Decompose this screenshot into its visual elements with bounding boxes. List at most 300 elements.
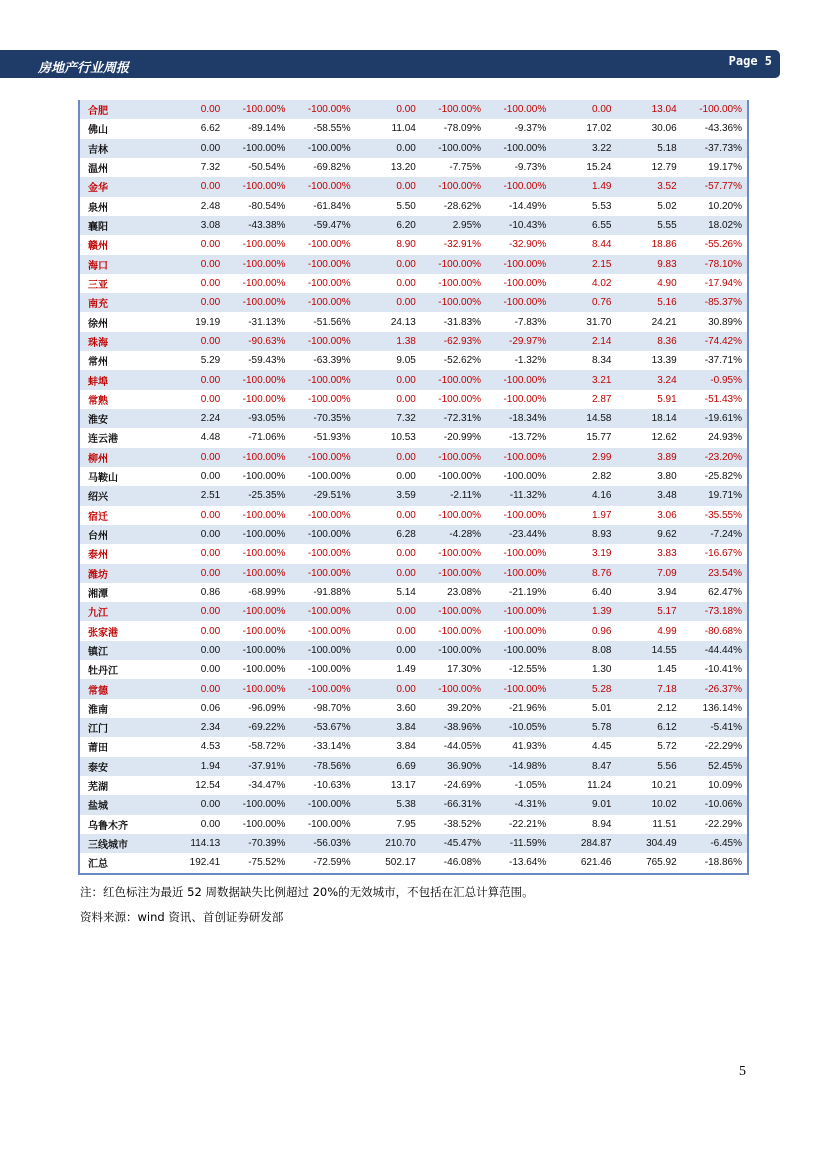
- value-cell: 8.36: [616, 332, 681, 351]
- table-row: [80, 409, 747, 428]
- page-label: Page 5: [728, 54, 772, 68]
- value-cell: -4.28%: [421, 525, 486, 544]
- value-cell: 12.62: [651, 432, 677, 444]
- value-cell: -100.00%: [438, 393, 482, 405]
- value-cell: -98.70%: [313, 702, 351, 714]
- value-cell: 3.59: [356, 486, 421, 505]
- table-row: [80, 525, 747, 544]
- value-cell: 41.93%: [512, 741, 547, 753]
- value-cell: 3.80: [657, 471, 677, 483]
- value-cell: -100.00%: [242, 277, 286, 289]
- value-cell: 0.00: [396, 509, 416, 521]
- value-cell: -22.29%: [704, 818, 742, 830]
- value-cell: -13.72%: [509, 432, 547, 444]
- value-cell: -4.31%: [486, 795, 551, 814]
- table-row: [80, 776, 747, 795]
- value-cell: -2.11%: [421, 486, 486, 505]
- value-cell: -100.00%: [486, 293, 551, 312]
- page-number: 5: [739, 1064, 746, 1079]
- value-cell: -100.00%: [225, 177, 290, 196]
- value-cell: 5.78: [551, 718, 616, 737]
- header-bar: [0, 50, 780, 78]
- value-cell: -55.26%: [704, 239, 742, 251]
- value-cell: -58.55%: [313, 123, 351, 135]
- value-cell: 6.40: [591, 586, 612, 598]
- value-cell: 5.14: [396, 586, 416, 598]
- value-cell: -100.00%: [421, 139, 486, 158]
- value-cell: -100.00%: [421, 293, 486, 312]
- city-name-cell: 柳州: [80, 448, 160, 467]
- value-cell: -74.42%: [682, 332, 747, 351]
- value-cell: -100.00%: [307, 471, 351, 483]
- city-name-cell: 宿迁: [88, 511, 108, 523]
- city-name-cell: 珠海: [80, 332, 160, 351]
- value-cell: 6.55: [551, 216, 616, 235]
- city-name-cell: 汇总: [88, 859, 108, 871]
- value-cell: -19.61%: [682, 409, 747, 428]
- value-cell: -100.00%: [225, 795, 290, 814]
- value-cell: -100.00%: [438, 471, 482, 483]
- value-cell: 5.17: [616, 602, 681, 621]
- value-cell: 4.53: [200, 741, 221, 753]
- table-row: [80, 312, 747, 331]
- value-cell: -68.99%: [248, 586, 286, 598]
- value-cell: 0.00: [160, 370, 225, 389]
- city-name-cell: 三亚: [88, 279, 108, 291]
- value-cell: -51.93%: [313, 432, 351, 444]
- table-row: [80, 506, 747, 525]
- table-row: [80, 139, 747, 158]
- value-cell: 7.18: [616, 679, 681, 698]
- value-cell: 0.00: [160, 525, 225, 544]
- value-cell: -44.44%: [682, 641, 747, 660]
- value-cell: -100.00%: [421, 602, 486, 621]
- value-cell: -10.41%: [704, 664, 742, 676]
- value-cell: -21.96%: [509, 702, 547, 714]
- value-cell: -63.39%: [313, 355, 351, 367]
- table-row: [80, 255, 747, 274]
- table-row: [80, 679, 747, 698]
- table-row: [80, 448, 747, 467]
- value-cell: -80.54%: [248, 200, 286, 212]
- value-cell: -12.55%: [509, 664, 547, 676]
- value-cell: -100.00%: [290, 641, 355, 660]
- table-row: [80, 621, 747, 640]
- value-cell: 0.00: [160, 679, 225, 698]
- value-cell: 17.02: [586, 123, 612, 135]
- value-cell: -100.00%: [290, 332, 355, 351]
- value-cell: 6.28: [356, 525, 421, 544]
- table-row: [80, 718, 747, 737]
- value-cell: -38.96%: [421, 718, 486, 737]
- value-cell: 8.08: [551, 641, 616, 660]
- value-cell: -25.82%: [704, 471, 742, 483]
- value-cell: 0.00: [356, 100, 421, 119]
- value-cell: -93.05%: [225, 409, 290, 428]
- table-row: [80, 660, 747, 679]
- value-cell: -31.13%: [248, 316, 286, 328]
- table-row: [80, 158, 747, 177]
- value-cell: 5.01: [591, 702, 612, 714]
- value-cell: 4.99: [657, 625, 677, 637]
- value-cell: 0.00: [160, 448, 225, 467]
- city-name-cell: 泰安: [80, 757, 160, 776]
- value-cell: -100.00%: [486, 255, 551, 274]
- value-cell: 5.50: [396, 200, 416, 212]
- value-cell: -80.68%: [704, 625, 742, 637]
- value-cell: -100.00%: [242, 818, 286, 830]
- value-cell: 19.71%: [682, 486, 747, 505]
- value-cell: -72.31%: [421, 409, 486, 428]
- value-cell: -33.14%: [313, 741, 351, 753]
- value-cell: -44.05%: [443, 741, 482, 753]
- value-cell: -57.77%: [682, 177, 747, 196]
- value-cell: -29.51%: [290, 486, 355, 505]
- data-source: 资料来源：wind 资讯、首创证券研发部: [80, 910, 284, 924]
- value-cell: -13.64%: [509, 857, 547, 869]
- value-cell: -69.22%: [225, 718, 290, 737]
- value-cell: 2.87: [591, 393, 612, 405]
- value-cell: 6.69: [356, 757, 421, 776]
- value-cell: 6.20: [356, 216, 421, 235]
- table-row: [80, 795, 747, 814]
- value-cell: -100.00%: [486, 679, 551, 698]
- value-cell: -69.82%: [313, 162, 351, 174]
- value-cell: -28.62%: [443, 200, 482, 212]
- value-cell: -62.93%: [421, 332, 486, 351]
- value-cell: 5.29: [200, 355, 221, 367]
- value-cell: 5.02: [657, 200, 677, 212]
- value-cell: 18.86: [651, 239, 677, 251]
- value-cell: -100.00%: [421, 177, 486, 196]
- value-cell: 8.76: [551, 564, 616, 583]
- value-cell: 14.58: [551, 409, 616, 428]
- value-cell: -78.10%: [682, 255, 747, 274]
- value-cell: 0.00: [200, 471, 221, 483]
- city-name-cell: 常德: [80, 679, 160, 698]
- value-cell: 0.00: [396, 548, 416, 560]
- value-cell: 8.47: [551, 757, 616, 776]
- city-name-cell: 蚌埠: [80, 370, 160, 389]
- city-name-cell: 常州: [88, 357, 108, 369]
- value-cell: -45.47%: [421, 834, 486, 853]
- value-cell: 0.00: [160, 100, 225, 119]
- value-cell: -90.63%: [225, 332, 290, 351]
- value-cell: -100.00%: [225, 679, 290, 698]
- value-cell: -66.31%: [421, 795, 486, 814]
- value-cell: 6.62: [200, 123, 221, 135]
- value-cell: -10.63%: [313, 780, 351, 792]
- value-cell: -26.37%: [682, 679, 747, 698]
- value-cell: -100.00%: [242, 393, 286, 405]
- table-note: 注：红色标注为最近 52 周数据缺失比例超过 20%的无效城市，不包括在汇总计算范围。: [80, 885, 534, 899]
- city-name-cell: 泰州: [88, 550, 108, 562]
- value-cell: -75.52%: [248, 857, 286, 869]
- value-cell: 0.96: [591, 625, 612, 637]
- value-cell: -100.00%: [307, 625, 351, 637]
- value-cell: -7.24%: [682, 525, 747, 544]
- value-cell: 0.00: [160, 332, 225, 351]
- value-cell: -72.59%: [313, 857, 351, 869]
- table-row: [80, 197, 747, 216]
- value-cell: 0.00: [356, 448, 421, 467]
- value-cell: 192.41: [189, 857, 221, 869]
- value-cell: 11.24: [587, 780, 612, 792]
- value-cell: -22.21%: [509, 818, 547, 830]
- table-row: [80, 757, 747, 776]
- table-body: [80, 100, 747, 873]
- value-cell: -100.00%: [290, 255, 355, 274]
- table-row: [80, 332, 747, 351]
- value-cell: 0.00: [356, 177, 421, 196]
- value-cell: -100.00%: [307, 818, 351, 830]
- value-cell: -100.00%: [503, 625, 547, 637]
- value-cell: 3.08: [160, 216, 225, 235]
- table-row: [80, 544, 747, 563]
- value-cell: -100.00%: [290, 293, 355, 312]
- value-cell: 1.39: [551, 602, 616, 621]
- value-cell: 0.00: [160, 564, 225, 583]
- city-name-cell: 九江: [80, 602, 160, 621]
- value-cell: 8.44: [591, 239, 612, 251]
- value-cell: -25.35%: [225, 486, 290, 505]
- value-cell: -9.73%: [514, 162, 547, 174]
- table-row: [80, 390, 747, 409]
- value-cell: 13.04: [616, 100, 681, 119]
- value-cell: -73.18%: [682, 602, 747, 621]
- city-sales-table: [80, 100, 747, 873]
- value-cell: 4.48: [200, 432, 221, 444]
- value-cell: 19.19: [195, 316, 221, 328]
- value-cell: -37.91%: [225, 757, 290, 776]
- value-cell: -56.03%: [290, 834, 355, 853]
- table-row: [80, 177, 747, 196]
- value-cell: -71.06%: [248, 432, 286, 444]
- value-cell: 0.00: [160, 641, 225, 660]
- value-cell: -100.00%: [290, 177, 355, 196]
- value-cell: -100.00%: [242, 548, 286, 560]
- city-name-cell: 马鞍山: [88, 473, 118, 485]
- value-cell: -29.97%: [486, 332, 551, 351]
- value-cell: 2.48: [200, 200, 221, 212]
- value-cell: 12.54: [195, 780, 221, 792]
- value-cell: -100.00%: [290, 525, 355, 544]
- value-cell: -100.00%: [242, 239, 286, 251]
- value-cell: 0.00: [160, 795, 225, 814]
- value-cell: -100.00%: [225, 564, 290, 583]
- value-cell: -23.20%: [682, 448, 747, 467]
- value-cell: 3.24: [616, 370, 681, 389]
- value-cell: 62.47%: [708, 586, 742, 598]
- value-cell: -100.00%: [290, 448, 355, 467]
- table-row: [80, 293, 747, 312]
- report-title: 房地产行业周报: [38, 61, 130, 76]
- value-cell: 14.55: [616, 641, 681, 660]
- value-cell: 1.94: [160, 757, 225, 776]
- value-cell: 18.14: [616, 409, 681, 428]
- value-cell: 23.54%: [682, 564, 747, 583]
- value-cell: -51.56%: [313, 316, 351, 328]
- value-cell: 304.49: [616, 834, 681, 853]
- value-cell: 3.19: [591, 548, 612, 560]
- value-cell: 3.52: [616, 177, 681, 196]
- value-cell: -22.29%: [704, 741, 742, 753]
- value-cell: -50.54%: [248, 162, 286, 174]
- value-cell: -58.72%: [248, 741, 286, 753]
- value-cell: 10.02: [616, 795, 681, 814]
- value-cell: 0.00: [356, 293, 421, 312]
- value-cell: 13.39: [651, 355, 677, 367]
- value-cell: 2.34: [160, 718, 225, 737]
- value-cell: 0.00: [160, 255, 225, 274]
- value-cell: 3.94: [657, 586, 677, 598]
- value-cell: 7.32: [356, 409, 421, 428]
- value-cell: 3.84: [396, 741, 416, 753]
- value-cell: -18.34%: [486, 409, 551, 428]
- value-cell: 30.06: [651, 123, 677, 135]
- value-cell: 9.05: [396, 355, 416, 367]
- value-cell: 0.00: [200, 548, 221, 560]
- value-cell: -20.99%: [443, 432, 482, 444]
- value-cell: -100.00%: [225, 370, 290, 389]
- value-cell: 5.72: [657, 741, 677, 753]
- value-cell: 3.21: [551, 370, 616, 389]
- value-cell: -100.00%: [290, 100, 355, 119]
- value-cell: -59.47%: [290, 216, 355, 235]
- value-cell: 1.49: [551, 177, 616, 196]
- value-cell: -100.00%: [438, 277, 482, 289]
- table-row: [80, 815, 747, 834]
- value-cell: 0.00: [160, 177, 225, 196]
- value-cell: -10.43%: [486, 216, 551, 235]
- city-name-cell: 温州: [88, 164, 108, 176]
- city-name-cell: 牡丹江: [88, 666, 118, 678]
- value-cell: 1.45: [657, 664, 677, 676]
- value-cell: -100.00%: [503, 471, 547, 483]
- value-cell: -6.45%: [682, 834, 747, 853]
- value-cell: 2.82: [591, 471, 612, 483]
- value-cell: 0.00: [356, 370, 421, 389]
- value-cell: 3.83: [657, 548, 677, 560]
- value-cell: 8.34: [591, 355, 612, 367]
- value-cell: -100.00%: [503, 393, 547, 405]
- value-cell: -100.00%: [307, 239, 351, 251]
- city-name-cell: 徐州: [88, 318, 108, 330]
- value-cell: -100.00%: [290, 139, 355, 158]
- value-cell: -100.00%: [421, 679, 486, 698]
- value-cell: -100.00%: [486, 564, 551, 583]
- value-cell: -32.90%: [509, 239, 547, 251]
- value-cell: -100.00%: [421, 564, 486, 583]
- value-cell: 114.13: [160, 834, 225, 853]
- value-cell: -32.91%: [443, 239, 482, 251]
- value-cell: -70.35%: [290, 409, 355, 428]
- value-cell: -100.00%: [486, 641, 551, 660]
- value-cell: 0.76: [551, 293, 616, 312]
- city-name-cell: 合肥: [80, 100, 160, 119]
- value-cell: 8.93: [551, 525, 616, 544]
- value-cell: -7.83%: [514, 316, 547, 328]
- value-cell: 30.89%: [708, 316, 742, 328]
- value-cell: 52.45%: [682, 757, 747, 776]
- value-cell: 8.90: [396, 239, 416, 251]
- value-cell: -38.52%: [443, 818, 482, 830]
- value-cell: -43.38%: [225, 216, 290, 235]
- value-cell: 0.00: [356, 679, 421, 698]
- value-cell: 4.45: [591, 741, 612, 753]
- table-row: [80, 100, 747, 119]
- city-name-cell: 佛山: [88, 125, 108, 137]
- table-row: [80, 235, 747, 254]
- value-cell: -100.00%: [242, 625, 286, 637]
- value-cell: 13.20: [390, 162, 416, 174]
- table-row: [80, 737, 747, 756]
- value-cell: 4.16: [551, 486, 616, 505]
- value-cell: 11.51: [652, 818, 677, 830]
- city-name-cell: 张家港: [88, 627, 118, 639]
- value-cell: -100.00%: [421, 641, 486, 660]
- value-cell: 2.14: [551, 332, 616, 351]
- value-cell: 24.93%: [708, 432, 742, 444]
- table-row: [80, 853, 747, 872]
- value-cell: -100.00%: [486, 602, 551, 621]
- value-cell: -89.14%: [248, 123, 286, 135]
- value-cell: -100.00%: [486, 139, 551, 158]
- value-cell: -10.05%: [486, 718, 551, 737]
- value-cell: 0.00: [200, 664, 221, 676]
- value-cell: 0.00: [396, 277, 416, 289]
- value-cell: 2.15: [551, 255, 616, 274]
- value-cell: 0.00: [160, 602, 225, 621]
- city-name-cell: 淮南: [88, 704, 108, 716]
- value-cell: -46.08%: [443, 857, 482, 869]
- value-cell: 0.00: [551, 100, 616, 119]
- value-cell: 3.06: [657, 509, 677, 521]
- value-cell: 5.18: [616, 139, 681, 158]
- city-name-cell: 吉林: [80, 139, 160, 158]
- value-cell: 0.00: [356, 602, 421, 621]
- table-row: [80, 699, 747, 718]
- value-cell: -100.00%: [225, 139, 290, 158]
- value-cell: -91.88%: [313, 586, 351, 598]
- value-cell: 136.14%: [702, 702, 742, 714]
- value-cell: 7.09: [616, 564, 681, 583]
- table-row: [80, 834, 747, 853]
- value-cell: -100.00%: [225, 448, 290, 467]
- value-cell: -100.00%: [438, 509, 482, 521]
- value-cell: -70.39%: [225, 834, 290, 853]
- value-cell: 0.00: [396, 471, 416, 483]
- value-cell: -100.00%: [421, 370, 486, 389]
- value-cell: 13.17: [390, 780, 416, 792]
- value-cell: -1.32%: [514, 355, 547, 367]
- value-cell: -7.75%: [449, 162, 482, 174]
- data-table-container: [78, 100, 749, 875]
- value-cell: -21.19%: [509, 586, 547, 598]
- value-cell: 24.13: [390, 316, 416, 328]
- value-cell: 3.60: [396, 702, 416, 714]
- value-cell: -53.67%: [290, 718, 355, 737]
- value-cell: 5.28: [551, 679, 616, 698]
- value-cell: 0.00: [160, 139, 225, 158]
- value-cell: -14.98%: [486, 757, 551, 776]
- value-cell: 8.94: [591, 818, 612, 830]
- value-cell: 621.46: [580, 857, 612, 869]
- value-cell: 9.01: [551, 795, 616, 814]
- value-cell: -59.43%: [248, 355, 286, 367]
- value-cell: -37.71%: [704, 355, 742, 367]
- value-cell: 7.95: [396, 818, 416, 830]
